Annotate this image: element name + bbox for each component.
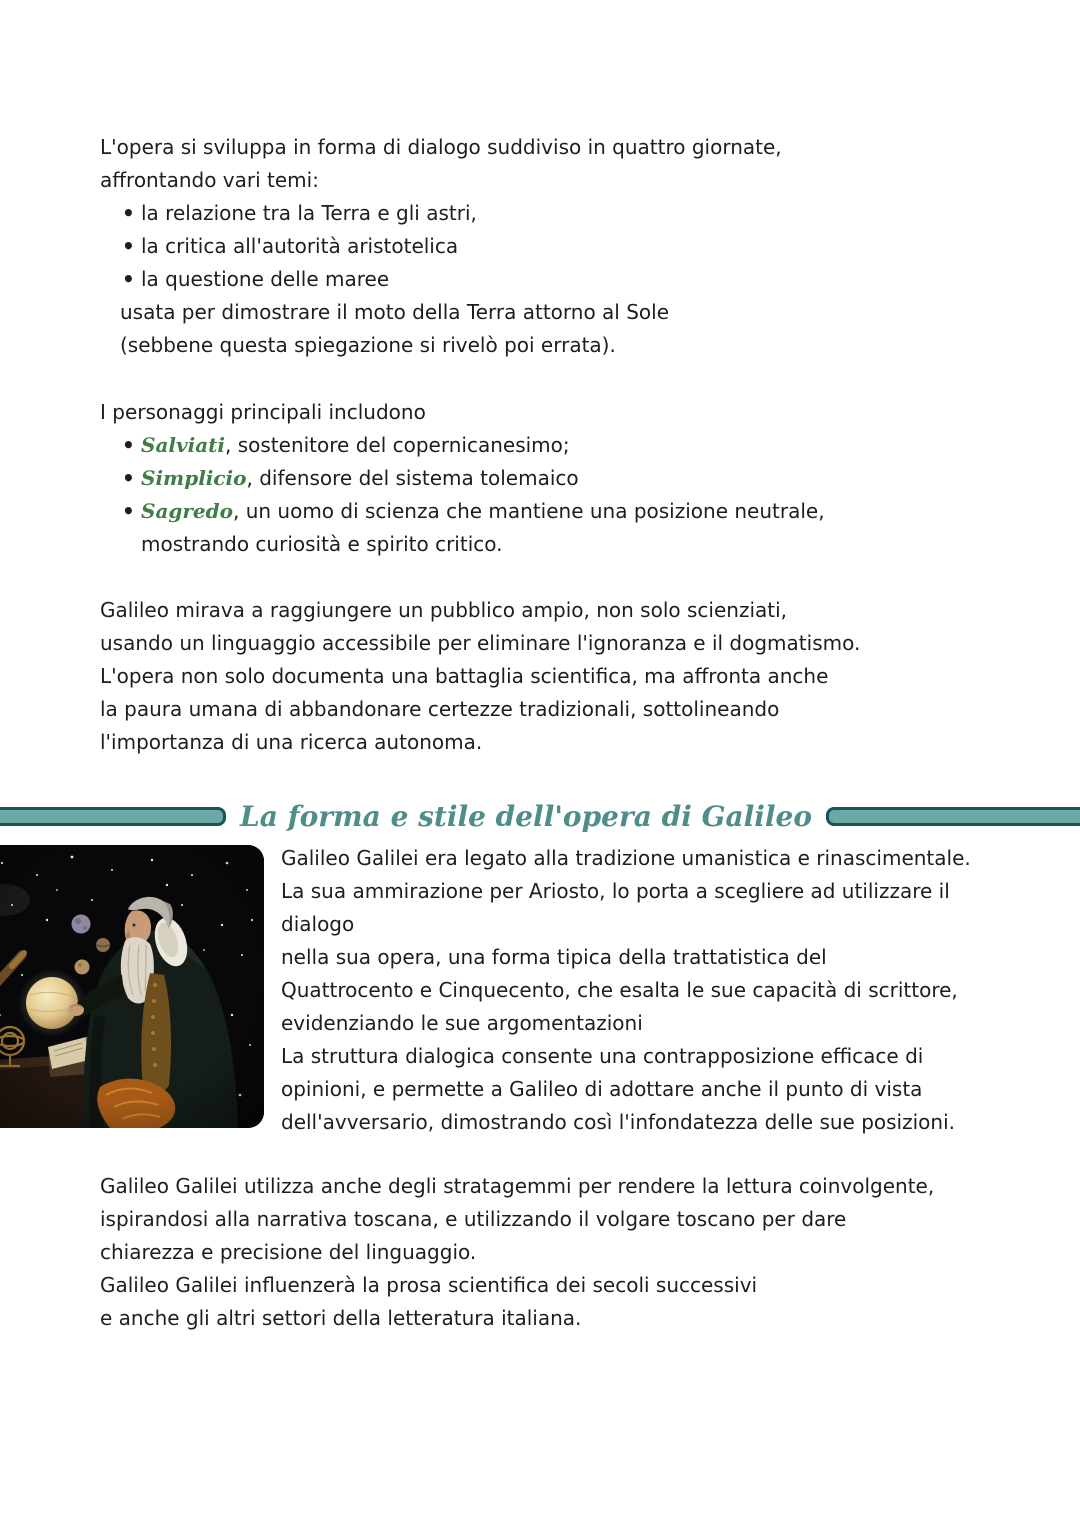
closing-paragraph (100, 1170, 934, 1335)
text-line: dialogo (281, 912, 355, 936)
text-line: La sua ammirazione per Ariosto, lo porta a scegliere ad utilizzare il (281, 879, 950, 903)
heading-bar-right (826, 807, 1080, 826)
themes-block (120, 197, 669, 362)
heading-bar-left (0, 807, 226, 826)
characters-paragraph (100, 396, 825, 561)
text-line: evidenziando le sue argomentazioni (281, 1011, 643, 1035)
text-line: La struttura dialogica consente una contrapposizione efficace di (281, 1044, 924, 1068)
section-title: La forma e stile dell'opera di Galileo (240, 799, 813, 833)
list-item: • la critica all'autorità aristotelica (120, 230, 669, 263)
text-line: nella sua opera, una forma tipica della trattatistica del (281, 945, 827, 969)
text-line: chiarezza e precisione del linguaggio. (100, 1240, 477, 1264)
text-line: e anche gli altri settori della letteratura italiana. (100, 1306, 582, 1330)
list-item (120, 495, 825, 561)
text-line: dell'avversario, dimostrando così l'infondatezza delle sue posizioni. (281, 1110, 955, 1134)
text-line: L'opera non solo documenta una battaglia scientifica, ma affronta anche (100, 664, 829, 688)
intro-paragraph (100, 131, 782, 197)
style-paragraph (281, 842, 971, 1139)
text-line: opinioni, e permette a Galileo di adottare anche il punto di vista (281, 1077, 923, 1101)
character-description: , un uomo di scienza che mantiene una posizione neutrale, (232, 499, 825, 523)
aims-paragraph (100, 594, 860, 759)
text-line: (sebbene questa spiegazione si rivelò poi errata). (120, 333, 616, 357)
character-description-wrap: mostrando curiosità e spirito critico. (141, 532, 503, 556)
section-heading (0, 795, 1080, 837)
text-line: ispirandosi alla narrativa toscana, e utilizzando il volgare toscano per dare (100, 1207, 847, 1231)
text-line: usata per dimostrare il moto della Terra attorno al Sole (120, 300, 670, 324)
text-line: Galileo Galilei influenzerà la prosa scientifica dei secoli successivi (100, 1273, 758, 1297)
vignette (0, 845, 264, 1128)
character-description: , difensore del sistema tolemaico (246, 466, 579, 490)
text-line: Galileo Galilei era legato alla tradizione umanistica e rinascimentale. (281, 846, 971, 870)
character-name: Salviati (141, 433, 226, 457)
text-line: la paura umana di abbandonare certezze tradizionali, sottolineando (100, 697, 780, 721)
text-line: L'opera si sviluppa in forma di dialogo suddiviso in quattro giornate, (100, 135, 782, 159)
text-line: l'importanza di una ricerca autonoma. (100, 730, 483, 754)
character-description: , sostenitore del copernicanesimo; (225, 433, 570, 457)
text-line: Quattrocento e Cinquecento, che esalta le sue capacità di scrittore, (281, 978, 958, 1002)
text-line: affrontando vari temi: (100, 168, 319, 192)
themes-list (120, 197, 669, 296)
characters-intro: I personaggi principali includono (100, 400, 426, 424)
list-item: • la questione delle maree (120, 263, 669, 296)
list-item: • la relazione tra la Terra e gli astri, (120, 197, 669, 230)
list-item (120, 429, 825, 462)
galileo-painting-art (0, 845, 264, 1128)
themes-continuation (120, 296, 669, 362)
character-name: Simplicio (141, 466, 247, 490)
text-line: Galileo mirava a raggiungere un pubblico ampio, non solo scienziati, (100, 598, 788, 622)
list-item (120, 462, 825, 495)
character-name: Sagredo (141, 499, 233, 523)
characters-list (120, 429, 825, 561)
galileo-painting (0, 845, 264, 1128)
text-line: Galileo Galilei utilizza anche degli stratagemmi per rendere la lettura coinvolgente, (100, 1174, 935, 1198)
text-line: usando un linguaggio accessibile per eliminare l'ignoranza e il dogmatismo. (100, 631, 861, 655)
